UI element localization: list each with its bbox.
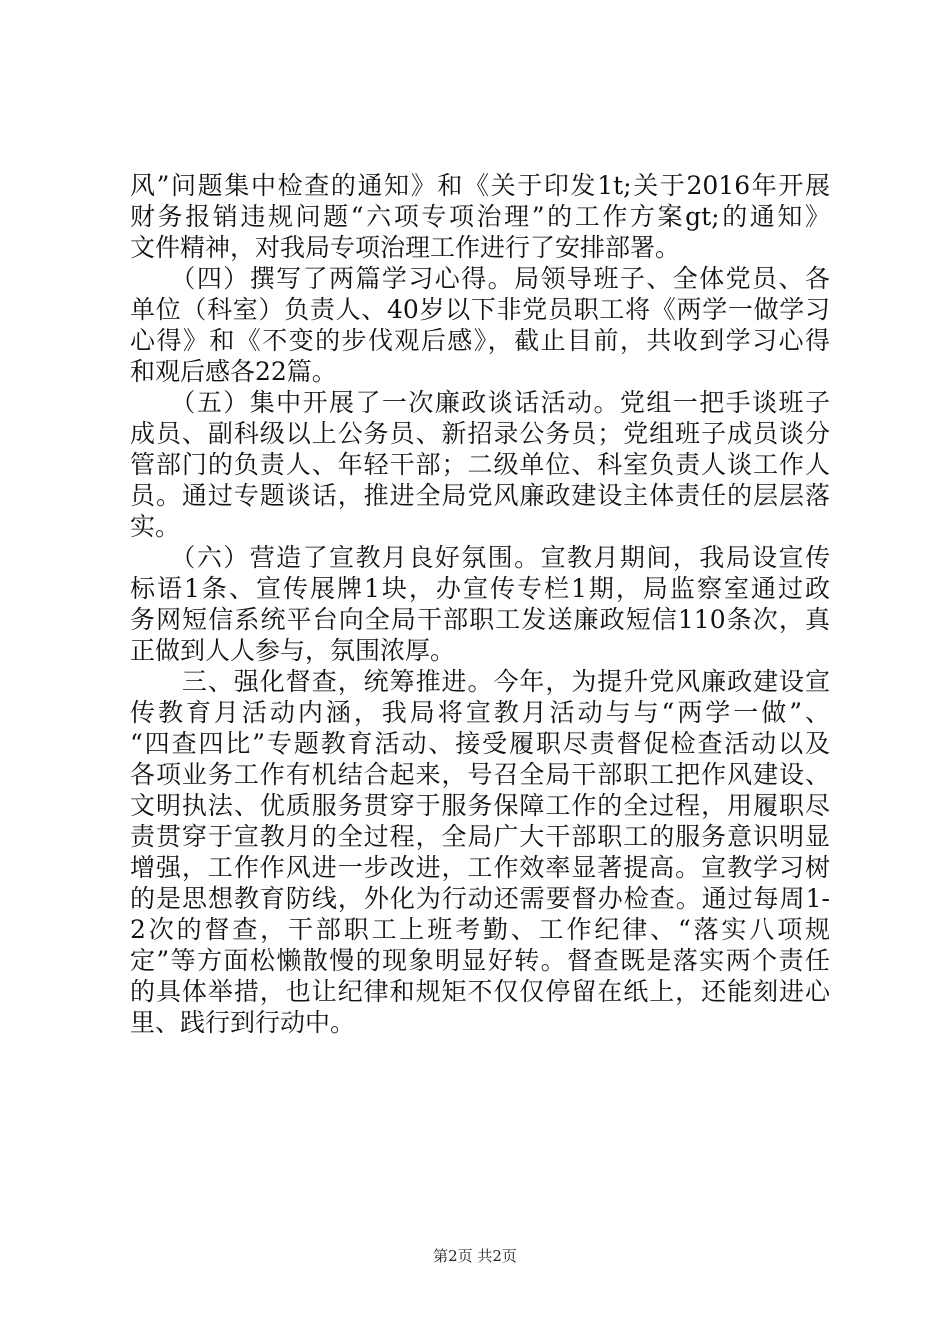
text-line: 各项业务工作有机结合起来，号召全局干部职工把作风建设、: [130, 760, 830, 789]
text-line: 增强，工作作风进一步改进，工作效率显著提高。宣教学习树: [130, 853, 830, 882]
text-line: （六）营造了宣教月良好氛围。宣教月期间，我局设宣传: [130, 543, 830, 572]
text-line: 里、践行到行动中。: [130, 1008, 356, 1037]
text-line: 务网短信系统平台向全局干部职工发送廉政短信110条次，真: [130, 605, 830, 634]
text-line: 实。: [130, 512, 181, 541]
text-line: （四）撰写了两篇学习心得。局领导班子、全体党员、各: [130, 264, 830, 293]
document-body: [130, 170, 830, 1038]
text-line: 心得》和《不变的步伐观后感》，截止目前，共收到学习心得: [130, 326, 830, 355]
text-line: 财务报销违规问题“六项专项治理”的工作方案gt;的通知》: [130, 202, 830, 231]
text-line: 单位（科室）负责人、40岁以下非党员职工将《两学一做学习: [130, 295, 830, 324]
text-line: 定”等方面松懒散慢的现象明显好转。督查既是落实两个责任: [130, 946, 830, 975]
text-line: 正做到人人参与，氛围浓厚。: [130, 636, 456, 665]
text-line: 的具体举措，也让纪律和规矩不仅仅停留在纸上，还能刻进心: [130, 977, 830, 1006]
text-line: 的是思想教育防线，外化为行动还需要督办检查。通过每周1-: [130, 884, 830, 913]
text-line: 文明执法、优质服务贯穿于服务保障工作的全过程，用履职尽: [130, 791, 830, 820]
text-line: 风”问题集中检查的通知》和《关于印发1t;关于2016年开展: [130, 171, 830, 200]
text-line: 管部门的负责人、年轻干部；二级单位、科室负责人谈工作人: [130, 450, 830, 479]
text-line: 员。通过专题谈话，推进全局党风廉政建设主体责任的层层落: [130, 481, 830, 510]
text-line: 三、强化督查，统筹推进。今年，为提升党风廉政建设宣: [130, 667, 830, 696]
text-line: 标语1条、宣传展牌1块，办宣传专栏1期，局监察室通过政: [130, 574, 830, 603]
text-line: 传教育月活动内涵，我局将宣教月活动与与“两学一做”、: [130, 698, 830, 727]
text-line: 责贯穿于宣教月的全过程，全局广大干部职工的服务意识明显: [130, 822, 830, 851]
text-line: 2次的督查，干部职工上班考勤、工作纪律、“落实八项规: [130, 915, 830, 944]
page-footer: 第2页 共2页: [433, 1247, 517, 1265]
text-line: （五）集中开展了一次廉政谈话活动。党组一把手谈班子: [130, 388, 830, 417]
text-line: 文件精神，对我局专项治理工作进行了安排部署。: [130, 233, 681, 262]
text-line: “四查四比”专题教育活动、接受履职尽责督促检查活动以及: [130, 729, 830, 758]
text-line: 成员、副科级以上公务员、新招录公务员；党组班子成员谈分: [130, 419, 830, 448]
text-line: 和观后感各22篇。: [130, 357, 337, 386]
